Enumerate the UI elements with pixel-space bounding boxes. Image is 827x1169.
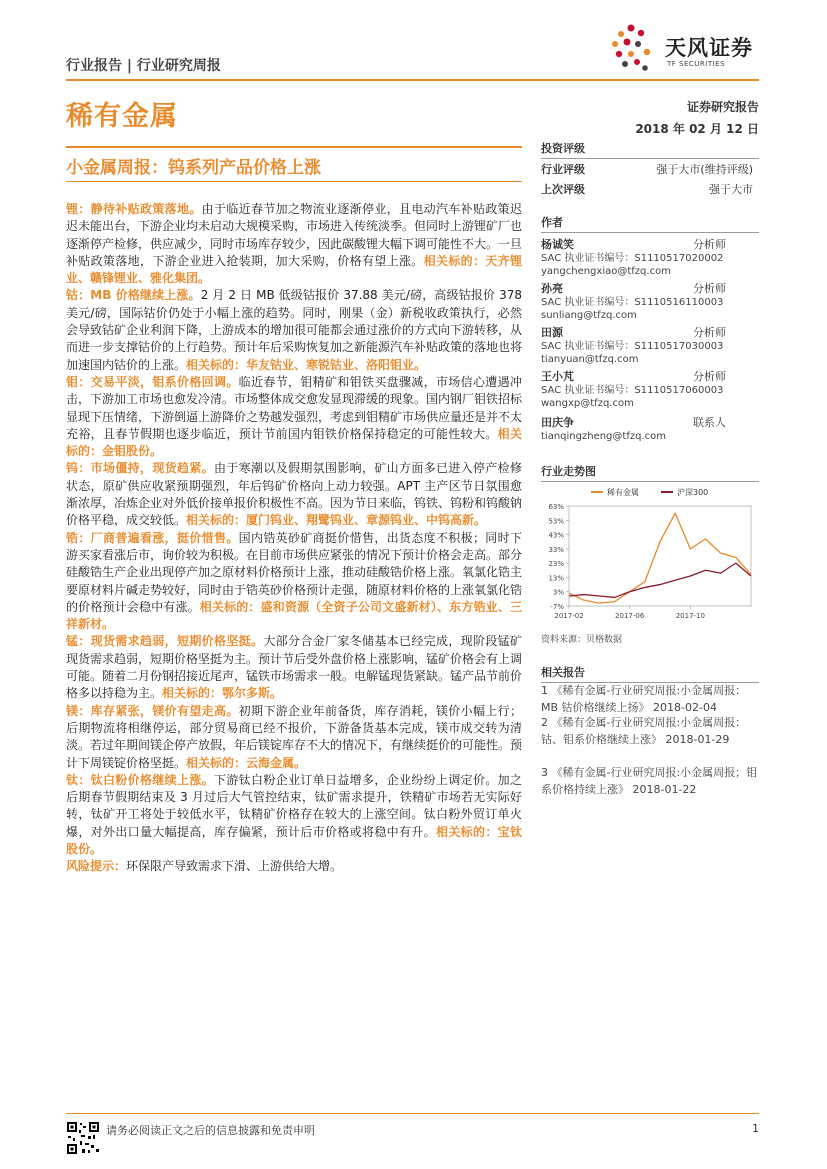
paragraph-heading: 锆：厂商普遍看涨，挺价惜售。 (66, 530, 239, 545)
footer-divider (66, 1113, 759, 1114)
paragraph-text: 下游钛白粉企业订单日益增多，企业纷纷上调定价。加之后期春节假期结束及 3 月过后大气管控结束，钛矿需求提升，铁精矿市场若无实际好转，钛矿开工将处于较低水平，钛精矿价格存在较大的上涨空间。钛白粉外贸订单火爆，对外出口量大幅提高，库存偏紧，预计后市价格或将稳中有升。 (66, 772, 522, 839)
related-report-title[interactable]: 2 《稀有金属-行业研究周报:小金属周报：钴、钼系价格继续上涨》 (541, 716, 747, 746)
series-line-rare-metals (569, 513, 751, 603)
author-email[interactable]: tianqingzheng@tfzq.com (541, 431, 666, 442)
paragraph-text: 大部分合金厂家冬储基本已经完成，现阶段锰矿现货需求趋弱，短期价格坚挺为主。预计节后受外盘价格上涨影响，锰矿价格会有上调可能。随着二月份钢招接近尾声，锰铁市场需求一般。电解锰现货紧缺。锰产品节前价格多以持稳为主。 (66, 634, 523, 701)
qr-code-icon (66, 1121, 100, 1155)
paragraph-text: 国内锆英砂矿商挺价惜售，出货态度不积极；同时下游买家看涨后市，询价较为积极。在目前市场供应紧张的情况下预计价格会走高。部分硅酸锆生产企业出现停产加之原材料价格预计上涨，推动硅酸锆价格上涨。氧氯化锆主要原材料片碱走势较好，同时由于锆英砂价格预计走强，随原材料价格的上涨氧氯化锆的价格预计会稳中有涨。 (66, 530, 523, 614)
author-role: 分析师 (693, 238, 726, 251)
disclaimer-link[interactable]: 请务必阅读正文之后的信息披露和免责申明 (106, 1124, 315, 1137)
related-report-item[interactable] (541, 714, 759, 748)
logo-subtitle: TF SECURITIES (667, 60, 726, 68)
paragraph-heading: 风险提示： (66, 859, 127, 874)
y-tick-label: 3% (552, 588, 564, 597)
y-tick-label: 33% (548, 545, 564, 554)
author-name: 孙亮 (541, 282, 563, 295)
author-role: 分析师 (693, 326, 726, 339)
x-tick-label: 2017-10 (675, 612, 705, 620)
related-report-date: 2018-01-22 (632, 783, 697, 796)
author-cert: SAC 执业证书编号：S1110516110003 (541, 297, 724, 308)
body-paragraph (66, 460, 522, 529)
page-number: 1 (752, 1122, 759, 1135)
sector-title: 稀有金属 (66, 101, 178, 132)
y-tick-label: -7% (550, 603, 564, 611)
industry-trend-chart (541, 482, 759, 627)
author-entry (541, 280, 753, 322)
related-report-date: 2018-02-04 (653, 701, 717, 714)
paragraph-heading: 镁：库存紧张，镁价有望走高。 (66, 703, 239, 718)
author-entry (541, 324, 753, 366)
rating-heading: 投资评级 (541, 140, 759, 159)
author-cert: SAC 执业证书编号：S1110517060003 (541, 385, 724, 396)
body-paragraph (66, 703, 522, 772)
company-logo (611, 20, 761, 78)
title-divider-top (66, 146, 522, 148)
author-name: 田源 (541, 326, 563, 339)
author-entry (541, 236, 753, 278)
report-category: 行业报告 | 行业研究周报 (66, 58, 221, 74)
author-cert: SAC 执业证书编号：S1110517030003 (541, 341, 724, 352)
paragraph-text: 环保限产导致需求下滑、上游供给大增。 (126, 859, 343, 874)
paragraph-text: 2 月 2 日 MB 低级钴报价 37.88 美元/磅，高级钴报价 378 美元/磅，国际钴价仍处于小幅上涨的趋势。同时，刚果（金）新税收政策执行，必然会导致钴矿企业利润下降，上游成本的增加很可能都会通过涨价的方式向下游转移，从而进一步支撑钴价的上行趋势。预计年后采购恢复加之新能源汽车补贴政策的落地也将加速国内钴价的上涨。 (66, 288, 523, 372)
rating-label: 行业评级 (541, 163, 585, 176)
rating-label: 上次评级 (541, 183, 585, 196)
body-paragraph (66, 201, 522, 287)
series-line-csi300 (569, 563, 751, 597)
paragraph-text: 初期下游企业年前备货，库存消耗，镁价小幅上行；后期物流将相继停运，部分贸易商已经不报价，下游备货基本完成，镁市成交转为清淡。若过年期间镁企停产放假，年后镁锭库存不大的情况下，有继续挺价的可能性。预计下周镁锭价格坚挺。 (66, 703, 523, 770)
y-tick-label: 53% (548, 517, 564, 526)
related-targets: 相关标的：鄂尔多斯。 (162, 686, 283, 701)
report-title: 小金属周报：钨系列产品价格上涨 (66, 158, 321, 178)
body-paragraph (66, 530, 522, 634)
author-role: 分析师 (693, 370, 726, 383)
related-targets: 相关标的：云海金属。 (186, 755, 307, 770)
logo-name: 天风证券 (665, 36, 753, 60)
related-report-item[interactable] (541, 682, 759, 716)
related-targets: 相关标的：华友钴业、寒锐钴业、洛阳钼业。 (186, 357, 427, 372)
author-cert: SAC 执业证书编号：S1110517020002 (541, 253, 724, 264)
author-email[interactable]: yangchengxiao@tfzq.com (541, 266, 671, 277)
rating-value: 强于大市 (709, 183, 753, 196)
author-entry (541, 414, 753, 443)
related-targets: 相关标的：金钼股份。 (66, 426, 522, 459)
related-targets: 相关标的：天齐锂业、赣锋锂业、雅化集团。 (66, 253, 522, 286)
legend-label: 沪深300 (677, 488, 709, 497)
related-report-item[interactable] (541, 764, 759, 798)
header-divider (66, 79, 759, 81)
author-email[interactable]: wangxp@tfzq.com (541, 398, 634, 409)
report-date: 2018 年 02 月 12 日 (635, 122, 759, 136)
x-tick-label: 2017-02 (554, 612, 584, 620)
body-paragraph (66, 374, 522, 460)
legend-label: 稀有金属 (607, 488, 639, 497)
trend-heading: 行业走势图 (541, 463, 759, 482)
related-report-title[interactable]: 3 《稀有金属-行业研究周报:小金属周报；钼系价格持续上涨》 (541, 766, 758, 796)
report-body (66, 201, 522, 876)
related-report-title[interactable]: 1 《稀有金属-行业研究周报:小金属周报：MB 钴价格继续上扬》 (541, 684, 747, 714)
related-heading: 相关报告 (541, 664, 759, 683)
y-tick-label: 23% (548, 560, 564, 569)
author-role: 分析师 (693, 282, 726, 295)
title-divider-bottom (66, 181, 522, 182)
paragraph-text: 临近春节，钼精矿和钼铁买盘骤减，市场信心遭遇冲击，下游加工市场也愈发冷清。市场整体成交愈发显现滞缓的现象。国内钢厂钼铁招标显现下压情绪，下游倒逼上游降价之势越发强烈，考虑到钼精矿市场供应量还是并不太充裕，且春节假期也逐步临近，预计节前国内钼铁价格保持稳定的可能性较大。 (66, 374, 523, 441)
author-role: 联系人 (693, 416, 726, 429)
rating-row (541, 161, 753, 177)
plot-frame (569, 506, 751, 606)
body-paragraph (66, 858, 522, 875)
chart-source: 资料来源：贝格数据 (541, 635, 623, 645)
related-targets: 相关标的：宝钛股份。 (66, 824, 522, 856)
author-entry (541, 368, 753, 410)
y-tick-label: 63% (548, 503, 564, 511)
paragraph-heading: 钛：钛白粉价格继续上涨。 (66, 772, 214, 787)
report-type: 证券研究报告 (686, 100, 759, 114)
paragraph-heading: 钼：交易平淡，钼系价格回调。 (66, 374, 239, 389)
paragraph-text: 由于临近春节加之物流业逐渐停业，且电动汽车补贴政策迟迟未能出台，下游企业均未启动大规模采购，市场进入传统淡季。但同时上游锂矿厂也逐渐停产检修，供应减少，同时市场库存较少，因此碳酸锂大幅下调可能性不大。一旦补贴政策落地，下游企业进入抢装期，加大采购，价格有望上涨。 (66, 202, 523, 268)
body-paragraph (66, 772, 522, 858)
paragraph-text: 由于寒潮以及假期氛围影响，矿山方面多已进入停产检修状态，原矿供应收紧预期强烈，年后钨矿价格向上动力较强。APT 主产区节日氛围愈渐浓厚，冶炼企业对外低价接单报价积极性不高。因为节日来临，钨铁、钨粉和钨酸钠价格平稳，成交较低。 (66, 461, 523, 528)
author-name: 杨诚笑 (541, 238, 574, 251)
authors-heading: 作者 (541, 214, 759, 233)
paragraph-heading: 钨：市场僵持，现货趋紧。 (66, 461, 214, 476)
related-targets: 相关标的：厦门钨业、翔鹭钨业、章源钨业、中钨高新。 (186, 513, 487, 528)
rating-value: 强于大市(维持评级) (656, 163, 753, 176)
logo-mark-icon (611, 22, 663, 76)
y-tick-label: 13% (548, 574, 564, 583)
author-email[interactable]: sunliang@tfzq.com (541, 310, 637, 321)
x-tick-label: 2017-06 (615, 612, 645, 620)
y-tick-label: 43% (548, 531, 564, 540)
related-targets: 相关标的：盛和资源（全资子公司文盛新材）、东方锆业、三祥新材。 (66, 599, 522, 632)
rating-row (541, 181, 753, 197)
paragraph-heading: 钴：MB 价格继续上涨。 (66, 288, 201, 303)
body-paragraph (66, 287, 522, 373)
author-email[interactable]: tianyuan@tfzq.com (541, 354, 639, 365)
author-name: 田庆争 (541, 416, 574, 429)
related-report-date: 2018-01-29 (665, 733, 730, 746)
body-paragraph (66, 633, 522, 702)
paragraph-heading: 锰：现货需求趋弱，短期价格坚挺。 (66, 634, 264, 649)
author-name: 王小芃 (541, 370, 574, 383)
paragraph-heading: 锂：静待补贴政策落地。 (66, 202, 202, 216)
